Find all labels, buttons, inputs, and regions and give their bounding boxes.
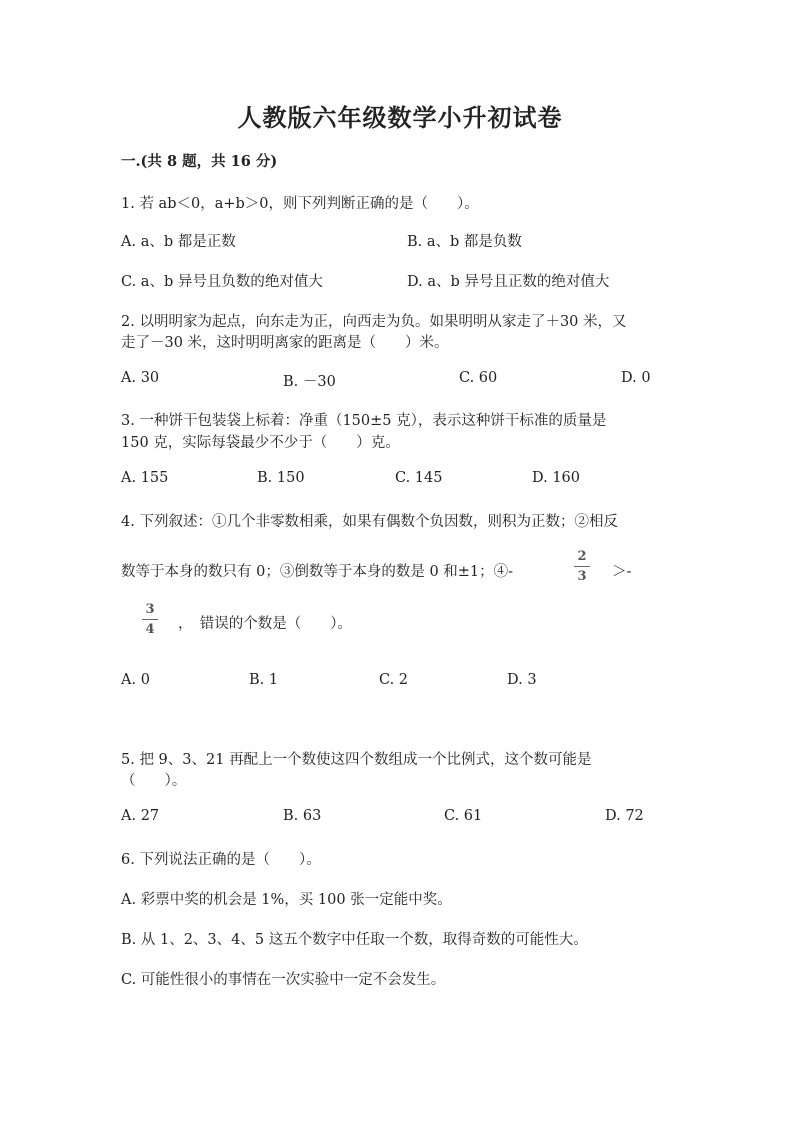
fraction-bar (142, 619, 158, 620)
question-2-stem-line-2: 走了－30 米，这时明明离家的距离是（ ）米。 (121, 335, 449, 351)
question-4-stem-line-1: 4. 下列叙述：①几个非零数相乘，如果有偶数个负因数，则积为正数；②相反 (121, 514, 618, 530)
question-5-option-d[interactable]: D. 72 (605, 808, 644, 824)
fraction-three-quarters (141, 603, 159, 636)
question-3-option-c[interactable]: C. 145 (395, 470, 443, 486)
question-2-option-c[interactable]: C. 60 (459, 370, 498, 386)
question-1-option-c[interactable]: C. a、b 异号且负数的绝对值大 (121, 274, 323, 290)
question-1-stem: 1. 若 ab＜0，a+b＞0，则下列判断正确的是（ ）。 (121, 196, 479, 212)
question-4-option-a[interactable]: A. 0 (121, 672, 150, 688)
page-title: 人教版六年级数学小升初试卷 (237, 103, 563, 132)
question-3-option-b[interactable]: B. 150 (257, 470, 305, 486)
question-5-option-a[interactable]: A. 27 (121, 808, 160, 824)
question-4-stem-line-3: ， 错误的个数是（ ）。 (178, 616, 352, 632)
fraction-numerator: 2 (577, 549, 587, 564)
fraction-denominator: 3 (577, 569, 587, 584)
question-6-option-b[interactable]: B. 从 1、2、3、4、5 这五个数字中任取一个数，取得奇数的可能性大。 (121, 932, 588, 948)
question-3-option-d[interactable]: D. 160 (532, 470, 581, 486)
question-3-stem-line-1: 3. 一种饼干包装袋上标着：净重（150±5 克），表示这种饼干标准的质量是 (121, 413, 607, 429)
question-6-option-a[interactable]: A. 彩票中奖的机会是 1%，买 100 张一定能中奖。 (121, 892, 452, 908)
question-2-option-d[interactable]: D. 0 (621, 370, 651, 386)
question-2-option-a[interactable]: A. 30 (121, 370, 160, 386)
question-6-stem: 6. 下列说法正确的是（ ）。 (121, 852, 321, 868)
fraction-denominator: 4 (145, 622, 155, 637)
question-3-option-a[interactable]: A. 155 (121, 470, 169, 486)
question-1-option-b[interactable]: B. a、b 都是负数 (407, 234, 522, 250)
section-header: 一.(共 8 题，共 16 分) (121, 153, 278, 170)
question-6-option-c[interactable]: C. 可能性很小的事情在一次实验中一定不会发生。 (121, 972, 446, 988)
question-3-stem-line-2: 150 克，实际每袋最少不少于（ ）克。 (121, 435, 400, 451)
question-2-option-b[interactable]: B. －30 (283, 374, 336, 390)
question-4-option-d[interactable]: D. 3 (507, 672, 537, 688)
question-1-option-a[interactable]: A. a、b 都是正数 (121, 234, 236, 250)
fraction-numerator: 3 (145, 602, 155, 617)
question-4-option-c[interactable]: C. 2 (379, 672, 409, 688)
question-5-option-b[interactable]: B. 63 (283, 808, 322, 824)
question-2-stem-line-1: 2. 以明明家为起点，向东走为正，向西走为负。如果明明从家走了＋30 米，又 (121, 314, 627, 330)
question-4-stem-line-2: 数等于本身的数只有 0；③倒数等于本身的数是 0 和±1；④- (121, 564, 514, 580)
question-4-stem-greater-than: ＞- (612, 564, 632, 580)
question-5-stem-line-1: 5. 把 9、3、21 再配上一个数使这四个数组成一个比例式，这个数可能是 (121, 752, 592, 768)
question-1-option-d[interactable]: D. a、b 异号且正数的绝对值大 (407, 274, 610, 290)
question-4-option-b[interactable]: B. 1 (249, 672, 279, 688)
fraction-two-thirds (573, 550, 591, 583)
question-5-stem-line-2: （ ）。 (121, 773, 187, 789)
fraction-bar (574, 566, 590, 567)
question-5-option-c[interactable]: C. 61 (444, 808, 483, 824)
